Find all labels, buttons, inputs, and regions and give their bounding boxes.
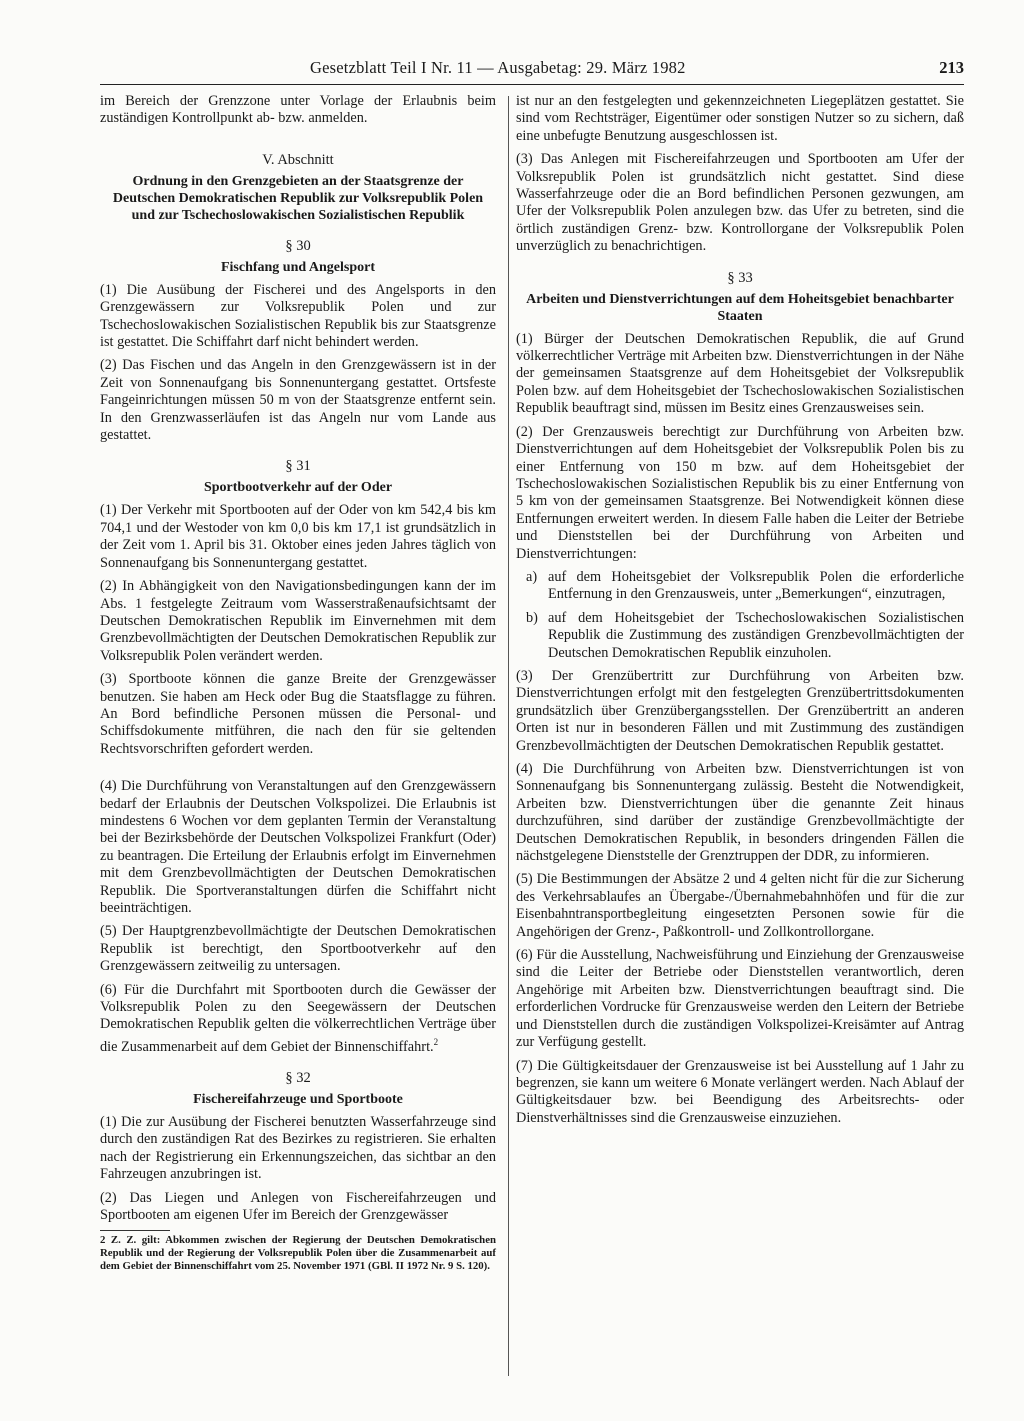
footnote-rule xyxy=(100,1230,170,1231)
paragraph: im Bereich der Grenzzone unter Vorlage der Erlaubnis beim zuständigen Kontrollpunkt ab- bzw. anmelden. xyxy=(100,93,496,127)
paragraph: (3) Der Grenzübertritt zur Durchführung von Arbeiten bzw. Dienstverrichtungen erfolgt mit den festgelegten Grenzübertrittsdokumenten grundsätzlich über Grenzübergangsstellen. Der Grenzübertritt an anderen Orten ist nur in besonderen Fällen und mit Zustimmung des zuständigen Grenzbevollmächtigten der Deutschen Demokratischen Republik gestattet. xyxy=(516,667,964,754)
paragraph: (1) Bürger der Deutschen Demokratischen Republik, die auf Grund völkerrechtlicher Verträge mit Arbeiten bzw. Dienstverrichtungen in der Nähe der gemeinsamen Staatsgrenze auf dem Hoheitsgebiet der Volksrepublik Polen bzw. auf dem Hoheitsgebiet der Tschechoslowakischen Sozialistischen Republik beauftragt sind, müssen im Besitz eines Grenzausweises sein. xyxy=(516,330,964,417)
paragraph: (2) Der Grenzausweis berechtigt zur Durchführung von Arbeiten bzw. Dienstverrichtungen auf dem Hoheitsgebiet der Volksrepublik Polen bis zu einer Entfernung von 150 m bzw. auf dem Hoheitsgebiet der Tschechoslowakischen Sozialistischen Republik bis zu einer Entfernung von 5 km von der gemeinsamen Staatsgrenze. Bei Notwendigkeit können diese Entfernungen erweitert werden. In diesem Falle haben die Leiter der Betriebe und Dienststellen bei der Durchführung von Arbeiten und Dienstverrichtungen: xyxy=(516,423,964,562)
section-heading-33: § 33 xyxy=(727,269,753,286)
list-item xyxy=(516,610,964,662)
list-text: auf dem Hoheitsgebiet der Volksrepublik Polen die erforderliche Entfernung in den Grenzausweis, unter „Bemerkungen“, einzutragen, xyxy=(548,568,964,603)
paragraph: (7) Die Gültigkeitsdauer der Grenzausweise ist bei Ausstellung auf 1 Jahr zu begrenzen, sie kann um weitere 6 Monate verlängert werden. Nach Ablauf der Gültigkeitsdauer bzw. bei Beendigung des Arbeitsrechts- oder Dienstverhältnisses sind die Grenzausweise einzuziehen. xyxy=(516,1057,964,1126)
list-text: auf dem Hoheitsgebiet der Tschechoslowakischen Sozialistischen Republik die Zustimmung des zuständigen Grenzbevollmächtigten der Deutschen Demokratischen Republik einzuholen. xyxy=(548,609,964,661)
chapter-heading: V. Abschnitt xyxy=(262,151,334,168)
footnote-mark: 2 xyxy=(433,1036,439,1047)
paragraph: (1) Die Ausübung der Fischerei und des Angelsports in den Grenzgewässern zur Volksrepublik Polen und zur Tschechoslowakischen Sozialistischen Republik bis zur Staatsgrenze ist gestattet. Die Schiffahrt darf nicht behindert werden. xyxy=(100,281,496,351)
paragraph: (4) Die Durchführung von Arbeiten bzw. Dienstverrichtungen ist von Sonnenaufgang bis Sonnenuntergang zulässig. Besteht die Notwendigkeit, Arbeiten bzw. Dienstverrichtungen über die genannte Zeit hinaus durchzuführen, sind darüber der zuständige Grenzbevollmächtigte der Deutschen Demokratischen Republik, in besonders dringenden Fällen die nächstgelegene Dienststelle der Grenztruppen der DDR, zu informieren. xyxy=(516,761,964,865)
paragraph: (3) Das Anlegen mit Fischereifahrzeugen und Sportbooten am Ufer der Volksrepublik Polen ist grundsätzlich nicht gestattet. Sind diese Wasserfahrzeuge oder die an Bord befindlichen Personen gezwungen, am Ufer der Volksrepublik Polen anzulegen bzw. das Ufer zu betreten, sind die örtlich zuständigen Grenz- bzw. Kontrollorgane der Volksrepublik Polen unverzüglich zu benachrichtigen. xyxy=(516,151,964,255)
paragraph: (6) Für die Ausstellung, Nachweisführung und Einziehung der Grenzausweise sind die Leiter der Betriebe oder Dienststellen verantwortlich, deren Angehörige mit Arbeiten bzw. Dienstverrichtungen beauftragt sind. Die erforderlichen Vordrucke für Grenzausweise werden den Leitern der Betriebe und Dienststellen durch die zuständigen Volkspolizei-Kreisämter auf Antrag zur Verfügung gestellt. xyxy=(516,947,964,1051)
paragraph-text: (6) Für die Durchfahrt mit Sportbooten durch die Gewässer der Volksrepublik Polen zu den Seegewässern der Deutschen Demokratischen Republik gelten die völkerrechtlichen Verträge über die Zusammenarbeit auf dem Gebiet der Binnenschiffahrt. xyxy=(100,981,496,1055)
right-column xyxy=(516,93,964,1133)
section-title-30: Fischfang und Angelsport xyxy=(220,259,376,275)
paragraph xyxy=(100,982,496,1056)
paragraph: (4) Die Durchführung von Veranstaltungen auf den Grenzgewässern bedarf der Erlaubnis der Deutschen Volkspolizei. Die Erlaubnis ist mindestens 6 Wochen vor dem geplanten Termin der Veranstaltung bei der Bezirksbehörde der Deutschen Volkspolizei Frankfurt (Oder) zu beantragen. Die Erteilung der Erlaubnis erfolgt im Einvernehmen mit dem Grenzbevollmächtigten der Deutschen Demokratischen Republik. Die Sportveranstaltungen dürfen die Schiffahrt nicht beeinträchtigen. xyxy=(100,778,496,916)
list-letter: b) xyxy=(526,609,538,626)
left-column xyxy=(100,93,496,1272)
section-title-31: Sportbootverkehr auf der Oder xyxy=(203,480,393,496)
section-heading-31: § 31 xyxy=(285,458,311,475)
paragraph: ist nur an den festgelegten und gekennzeichneten Liegeplätzen gestattet. Sie sind vom Rechtsträger, Eigentümer oder sonstigen Nutzer so zu sichern, daß eine unbefugte Benutzung ausgeschlossen ist. xyxy=(516,93,964,144)
page-header xyxy=(100,58,964,85)
section-heading-32: § 32 xyxy=(285,1070,311,1087)
section-heading-30: § 30 xyxy=(285,237,311,254)
paragraph: (3) Sportboote können die ganze Breite der Grenzgewässer benutzen. Sie haben am Heck oder Bug die Staatsflagge zu führen. An Bord befindliche Personen müssen die Personal- und Schiffsdokumente mitführen, die nach den für sie geltenden Rechtsvorschriften gefordert werden. xyxy=(100,671,496,757)
paragraph: (5) Der Hauptgrenzbevollmächtigte der Deutschen Demokratischen Republik ist berechtigt, den Sportbootverkehr auf den Grenzgewässern zeitweilig zu untersagen. xyxy=(100,923,496,975)
footnote: 2 Z. Z. gilt: Abkommen zwischen der Regierung der Deutschen Demokratischen Republik und der Regierung der Volksrepublik Polen über die Zusammenarbeit auf dem Gebiet der Binnenschiffahrt vom 25. November 1971 (GBl. II 1972 Nr. 9 S. 120). xyxy=(100,1234,496,1272)
header-title: Gesetzblatt Teil I Nr. 11 — Ausgabetag: 29. März 1982 xyxy=(310,58,686,77)
list-letter: a) xyxy=(526,568,538,585)
paragraph: (2) Das Fischen und das Angeln in den Grenzgewässern ist in der Zeit von Sonnenaufgang bis Sonnenuntergang gestattet. Ortsfeste Fangeinrichtungen müssen 50 m von der Staatsgrenze entfernt sein. In den Grenzwasserläufen ist das Angeln nur vom Lande aus gestattet. xyxy=(100,357,496,444)
spacer xyxy=(100,764,496,778)
section-title-33: Arbeiten und Dienstverrichtungen auf dem Hoheitsgebiet benachbarter Staaten xyxy=(526,291,954,324)
paragraph: (1) Die zur Ausübung der Fischerei benutzten Wasserfahrzeuge sind durch den zuständigen Rat des Bezirkes zu registrieren. Sie erhalten nach der Registrierung ein Erkennungszeichen, das sichtbar an den Fahrzeugen anzubringen ist. xyxy=(100,1114,496,1183)
paragraph: (1) Der Verkehr mit Sportbooten auf der Oder von km 542,4 bis km 704,1 und der Westoder von km 0,0 bis km 17,1 ist grundsätzlich in der Zeit vom 1. April bis 31. Oktober eines jeden Jahres täglich von Sonnenaufgang bis Sonnenuntergang gestattet. xyxy=(100,502,496,571)
section-title-32: Fischereifahrzeuge und Sportboote xyxy=(193,1092,403,1108)
column-divider xyxy=(508,96,509,1376)
chapter-title: Ordnung in den Grenzgebieten an der Staatsgrenze der Deutschen Demokratischen Republik zur Volksrepublik Polen und zur Tschechoslowakischen Sozialistischen Republik xyxy=(112,173,484,223)
paragraph: (5) Die Bestimmungen der Absätze 2 und 4 gelten nicht für die zur Sicherung des Verkehrsablaufes an Übergabe-/Übernahmebahnhöfen und für die zur Eisenbahntransportbegleitung eingesetzten Personen sowie für die Angehörigen der Grenz-, Paßkontroll- und Zollkontrollorgane. xyxy=(516,871,964,940)
page-number: 213 xyxy=(939,58,964,77)
paragraph: (2) Das Liegen und Anlegen von Fischereifahrzeugen und Sportbooten am eigenen Ufer im Bereich der Grenzgewässer xyxy=(100,1189,496,1224)
list-item xyxy=(516,569,964,604)
paragraph: (2) In Abhängigkeit von den Navigationsbedingungen kann der im Abs. 1 festgelegte Zeitraum vom Wasserstraßenaufsichtsamt der Deutschen Demokratischen Republik im Einvernehmen mit dem Grenzbevollmächtigten der Deutschen Demokratischen Republik zur Volksrepublik Polen verändert werden. xyxy=(100,578,496,664)
